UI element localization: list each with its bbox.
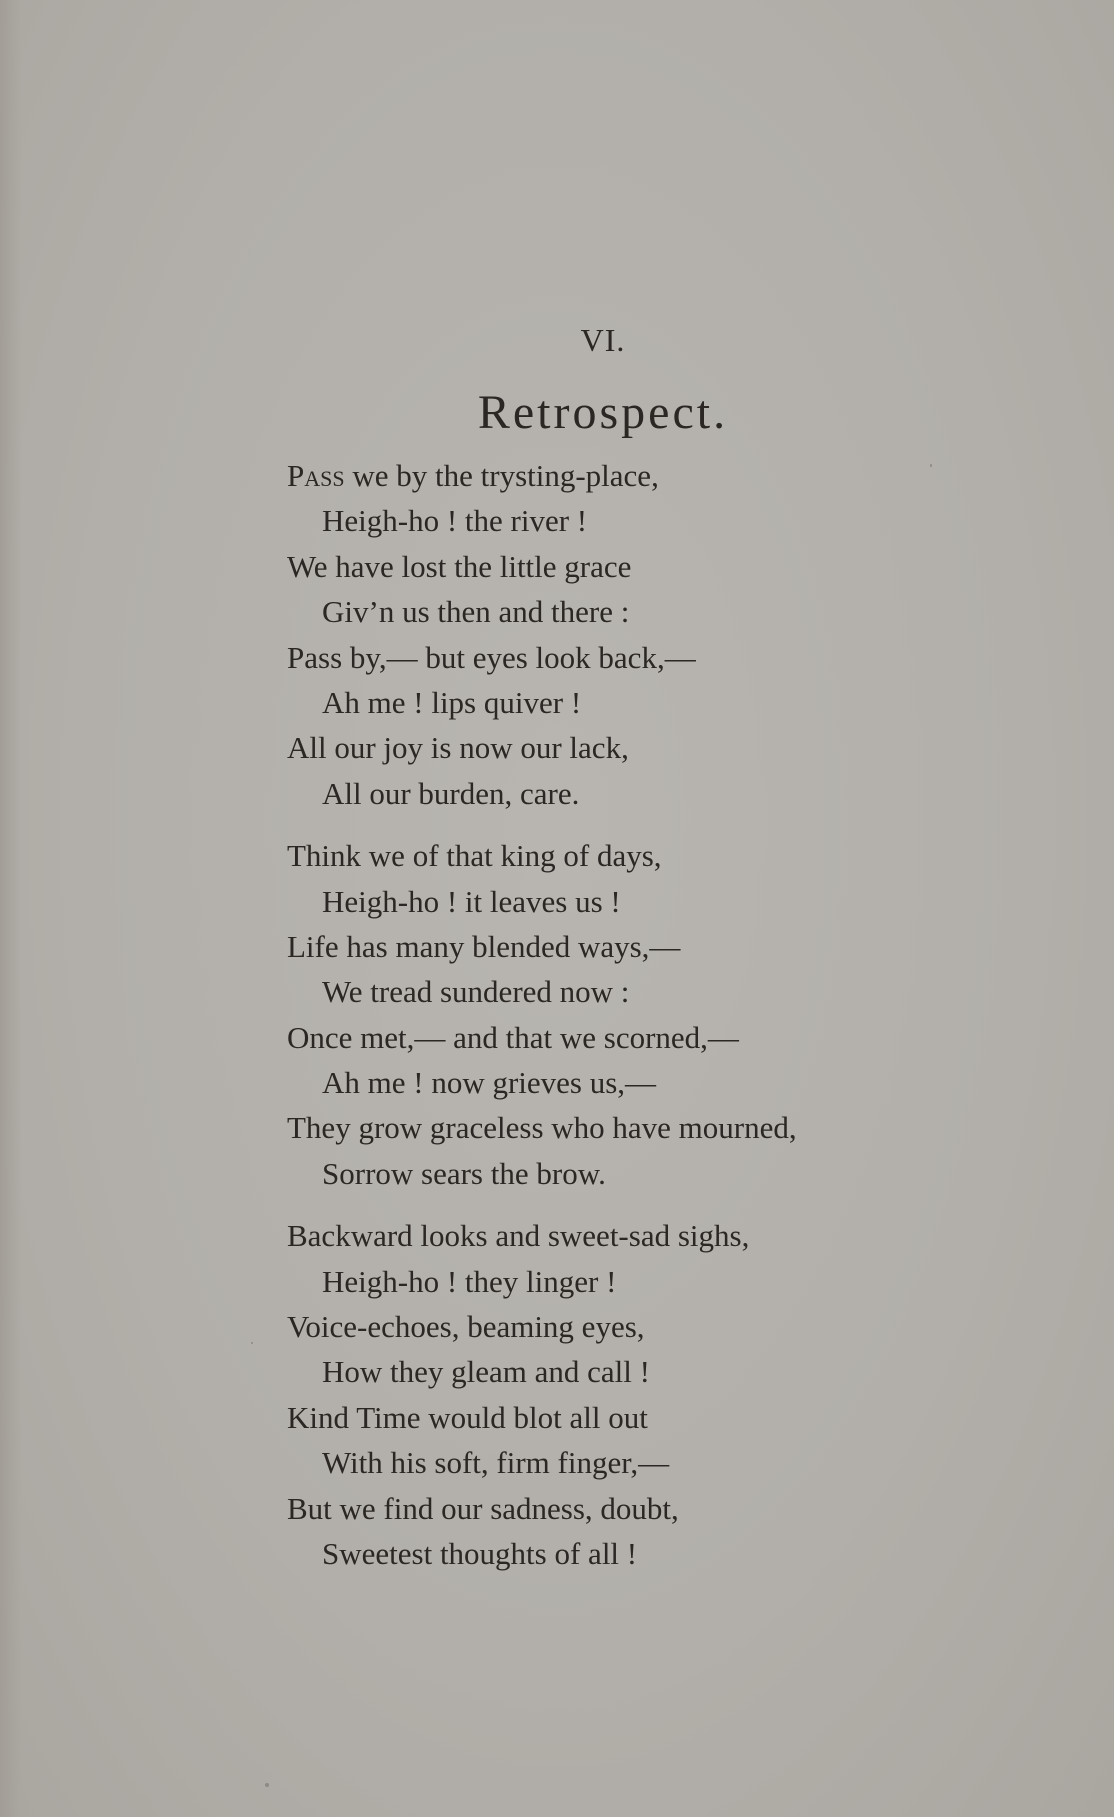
poem-line xyxy=(287,1105,1007,1150)
line-text: Sorrow sears the brow. xyxy=(322,1155,606,1191)
line-text: Backward looks and sweet-sad sighs, xyxy=(287,1218,750,1254)
line-text: We tread sundered now : xyxy=(322,974,630,1010)
line-text: Think we of that king of days, xyxy=(287,838,662,874)
line-text: They grow graceless who have mourned, xyxy=(287,1110,797,1146)
poem-line xyxy=(287,1060,1007,1105)
poem-line xyxy=(287,1395,1007,1440)
line-text: Sweetest thoughts of all ! xyxy=(322,1535,638,1571)
line-lead-word: Pass xyxy=(287,458,345,493)
line-text: Voice-echoes, beaming eyes, xyxy=(287,1309,645,1345)
line-text: All our joy is now our lack, xyxy=(287,730,629,766)
paper-speck xyxy=(265,1783,269,1787)
poem-line xyxy=(287,1531,1007,1576)
poem-line xyxy=(287,1304,1007,1349)
poem-line xyxy=(287,771,1007,816)
poem-line xyxy=(287,1259,1007,1304)
line-text: Heigh-ho ! the river ! xyxy=(322,503,588,539)
paper-speck xyxy=(251,1342,253,1344)
poem-line xyxy=(287,498,1007,543)
poem-line xyxy=(287,833,1007,878)
line-text: Heigh-ho ! it leaves us ! xyxy=(322,883,621,919)
page-edge-shadow xyxy=(0,0,22,1817)
stanza xyxy=(287,453,1007,816)
line-text: Heigh-ho ! they linger ! xyxy=(322,1263,617,1299)
line-text: Ah me ! now grieves us,— xyxy=(322,1065,657,1101)
poem-line xyxy=(287,589,1007,634)
poem-line xyxy=(287,635,1007,680)
poem-line xyxy=(287,1213,1007,1258)
poem-line xyxy=(287,1015,1007,1060)
poem-line xyxy=(287,453,1007,498)
stanza xyxy=(287,1213,1007,1576)
poem-line xyxy=(287,544,1007,589)
stanza xyxy=(287,833,1007,1196)
poem-line xyxy=(287,1349,1007,1394)
poem-line xyxy=(287,1151,1007,1196)
line-text: Life has many blended ways,— xyxy=(287,928,681,964)
poem-body xyxy=(287,453,1007,1576)
poem-title: Retrospect. xyxy=(477,386,729,439)
line-text: Once met,— and that we scorned,— xyxy=(287,1019,739,1055)
poem-line xyxy=(287,725,1007,770)
line-text: With his soft, firm finger,— xyxy=(322,1445,670,1481)
line-text: Pass by,— but eyes look back,— xyxy=(287,639,696,675)
line-text: We have lost the little grace xyxy=(287,548,632,584)
paper-speck xyxy=(930,464,932,467)
line-text: we by the trysting-place, xyxy=(344,458,659,493)
poem-line xyxy=(287,924,1007,969)
line-text: All our burden, care. xyxy=(322,775,580,811)
poem-line xyxy=(287,879,1007,924)
line-text: How they gleam and call ! xyxy=(322,1354,650,1390)
line-text: But we find our sadness, doubt, xyxy=(287,1490,679,1526)
poem-line xyxy=(287,680,1007,725)
line-text: Kind Time would blot all out xyxy=(287,1399,648,1435)
poem-line xyxy=(287,1440,1007,1485)
line-text: Giv’n us then and there : xyxy=(322,594,630,630)
section-number: VI. xyxy=(580,322,626,358)
poem-line xyxy=(287,1486,1007,1531)
line-text: Ah me ! lips quiver ! xyxy=(322,684,582,720)
poem-line xyxy=(287,969,1007,1014)
